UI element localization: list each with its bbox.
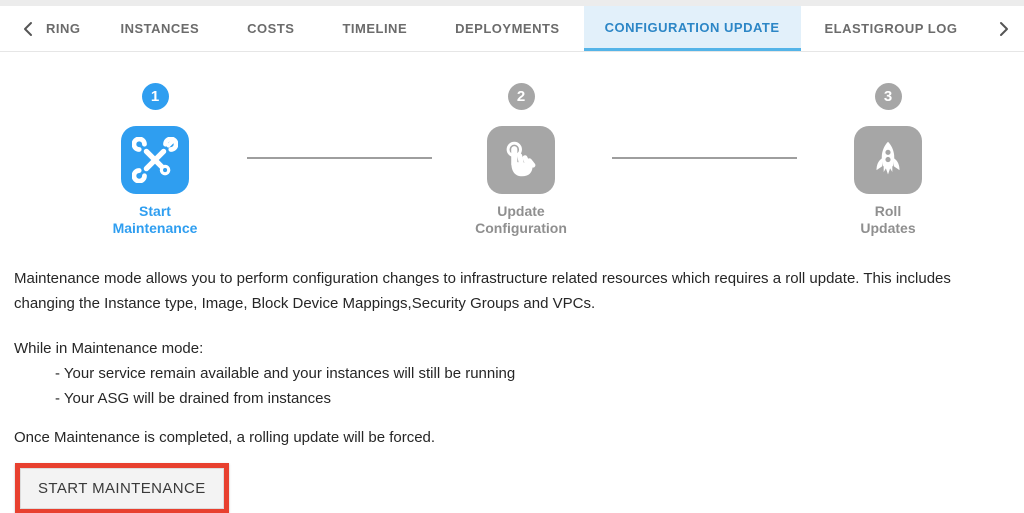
start-maintenance-button[interactable]: START MAINTENANCE: [20, 468, 224, 509]
rocket-icon: [854, 126, 922, 194]
tab-label: COSTS: [247, 21, 295, 36]
tab-configuration-update[interactable]: [584, 6, 801, 51]
tab-instances[interactable]: [97, 6, 224, 51]
step-start-maintenance: [75, 52, 235, 237]
scroll-tabs-left-button[interactable]: [14, 6, 42, 51]
maintenance-description: [0, 258, 1022, 450]
step-label: Update Configuration: [475, 203, 567, 236]
tab-label: CONFIGURATION UPDATE: [604, 19, 780, 35]
step-connector: [247, 157, 432, 159]
tab-label: INSTANCES: [120, 21, 200, 36]
closing-note: Once Maintenance is completed, a rolling update will be forced.: [14, 429, 436, 446]
step-roll-updates: [808, 52, 968, 237]
tap-icon: [487, 126, 555, 194]
step-connector: [612, 157, 797, 159]
chevron-right-icon: [999, 21, 1009, 37]
step-update-configuration: [441, 52, 601, 237]
tab-label: TIMELINE: [342, 21, 408, 36]
step-number-badge: 3: [875, 83, 902, 110]
chevron-left-icon: [23, 21, 33, 37]
bullet-item: - Your ASG will be drained from instances: [55, 390, 331, 407]
tab-bar: [0, 6, 1024, 52]
step-number-badge: 1: [142, 83, 169, 110]
while-heading: While in Maintenance mode:: [14, 340, 204, 357]
step-label: Roll Updates: [860, 203, 916, 236]
tab-label: ELASTIGROUP LOG: [824, 21, 958, 36]
wrenches-icon: [121, 126, 189, 194]
step-label: Start Maintenance: [112, 203, 198, 236]
step-number-badge: 2: [508, 83, 535, 110]
tab-elastigroup-log[interactable]: [801, 6, 982, 51]
maintenance-stepper: [0, 52, 1024, 258]
scroll-tabs-right-button[interactable]: [990, 6, 1018, 51]
tab-deployments[interactable]: [431, 6, 583, 51]
tab-costs[interactable]: [223, 6, 318, 51]
annotation-highlight-box: [15, 463, 229, 513]
tab-timeline[interactable]: [318, 6, 431, 51]
bullet-item: - Your service remain available and your instances will still be running: [55, 365, 516, 382]
tab-ring[interactable]: [42, 6, 97, 51]
description-paragraph: Maintenance mode allows you to perform configuration changes to infrastructure related resources which requires a roll update. This includes changing the Instance type, Image, Block Device Mappings,Security Groups and VPCs.: [14, 270, 951, 312]
tab-label: DEPLOYMENTS: [455, 21, 560, 36]
tab-label: RING: [46, 21, 81, 36]
